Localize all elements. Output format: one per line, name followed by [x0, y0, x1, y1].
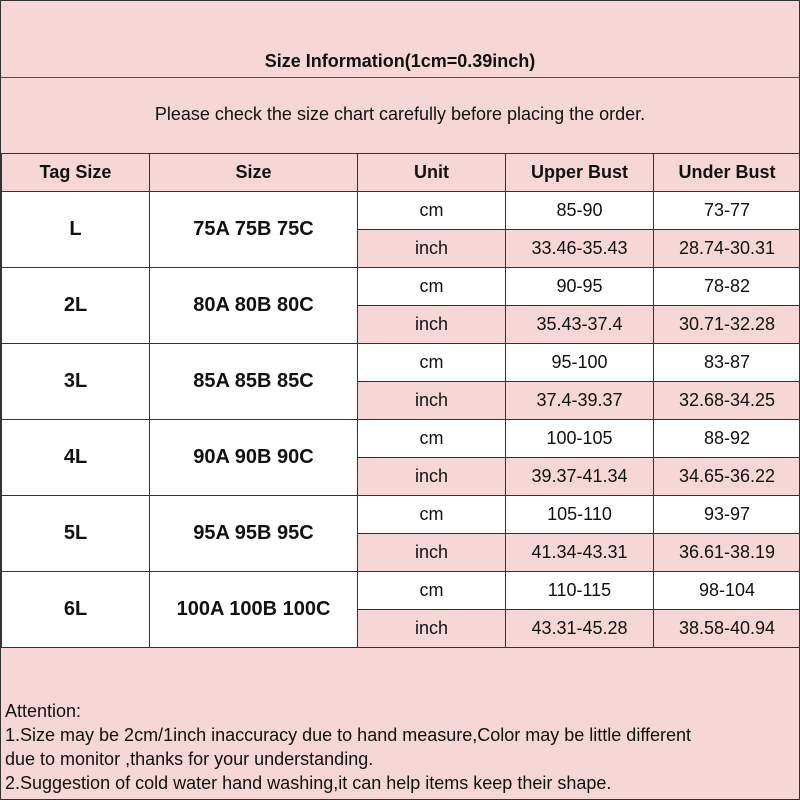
under-bust-cell: 73-77: [654, 192, 800, 230]
notice-text: Please check the size chart carefully before placing the order.: [154, 104, 646, 124]
under-bust-cell: 34.65-36.22: [654, 458, 800, 496]
table-row: [2, 192, 800, 230]
header-under-bust: Under Bust: [654, 154, 800, 192]
size-cell: 85A 85B 85C: [150, 344, 358, 420]
under-bust-cell: 28.74-30.31: [654, 230, 800, 268]
table-row: [2, 420, 800, 458]
upper-bust-cell: 110-115: [506, 572, 654, 610]
under-bust-cell: 78-82: [654, 268, 800, 306]
upper-bust-cell: 105-110: [506, 496, 654, 534]
table-row: [2, 496, 800, 534]
size-cell: 90A 90B 90C: [150, 420, 358, 496]
table-header-row: [2, 154, 800, 192]
unit-cell: inch: [358, 230, 506, 268]
upper-bust-cell: 90-95: [506, 268, 654, 306]
unit-cell: inch: [358, 610, 506, 648]
unit-cell: inch: [358, 458, 506, 496]
upper-bust-cell: 39.37-41.34: [506, 458, 654, 496]
size-cell: 80A 80B 80C: [150, 268, 358, 344]
unit-cell: cm: [358, 192, 506, 230]
tag-size-cell: L: [2, 192, 150, 268]
attention-line: 1.Size may be 2cm/1inch inaccuracy due to hand measure,Color may be little different: [5, 725, 692, 745]
under-bust-cell: 83-87: [654, 344, 800, 382]
under-bust-cell: 32.68-34.25: [654, 382, 800, 420]
header-unit: Unit: [358, 154, 506, 192]
attention-heading: Attention:: [5, 701, 82, 721]
under-bust-cell: 36.61-38.19: [654, 534, 800, 572]
upper-bust-cell: 37.4-39.37: [506, 382, 654, 420]
notice-band: [1, 78, 799, 153]
tag-size-cell: 2L: [2, 268, 150, 344]
upper-bust-cell: 33.46-35.43: [506, 230, 654, 268]
attention-line: due to monitor ,thanks for your understanding.: [5, 749, 374, 769]
table-row: [2, 344, 800, 382]
under-bust-cell: 88-92: [654, 420, 800, 458]
under-bust-cell: 98-104: [654, 572, 800, 610]
title-band: [1, 1, 799, 78]
table-row: [2, 572, 800, 610]
header-upper-bust: Upper Bust: [506, 154, 654, 192]
unit-cell: cm: [358, 572, 506, 610]
under-bust-cell: 93-97: [654, 496, 800, 534]
tag-size-cell: 6L: [2, 572, 150, 648]
unit-cell: inch: [358, 534, 506, 572]
size-cell: 95A 95B 95C: [150, 496, 358, 572]
unit-cell: cm: [358, 420, 506, 458]
upper-bust-cell: 43.31-45.28: [506, 610, 654, 648]
page-title: Size Information(1cm=0.39inch): [264, 51, 536, 71]
attention-line: 2.Suggestion of cold water hand washing,it can help items keep their shape.: [5, 773, 612, 793]
upper-bust-cell: 35.43-37.4: [506, 306, 654, 344]
unit-cell: cm: [358, 344, 506, 382]
unit-cell: cm: [358, 496, 506, 534]
tag-size-cell: 3L: [2, 344, 150, 420]
header-tag-size: Tag Size: [2, 154, 150, 192]
tag-size-cell: 4L: [2, 420, 150, 496]
attention-notes: [5, 699, 795, 795]
under-bust-cell: 30.71-32.28: [654, 306, 800, 344]
size-table: [1, 153, 800, 648]
tag-size-cell: 5L: [2, 496, 150, 572]
under-bust-cell: 38.58-40.94: [654, 610, 800, 648]
upper-bust-cell: 41.34-43.31: [506, 534, 654, 572]
unit-cell: cm: [358, 268, 506, 306]
unit-cell: inch: [358, 306, 506, 344]
upper-bust-cell: 95-100: [506, 344, 654, 382]
upper-bust-cell: 100-105: [506, 420, 654, 458]
size-cell: 100A 100B 100C: [150, 572, 358, 648]
upper-bust-cell: 85-90: [506, 192, 654, 230]
header-size: Size: [150, 154, 358, 192]
table-row: [2, 268, 800, 306]
unit-cell: inch: [358, 382, 506, 420]
size-cell: 75A 75B 75C: [150, 192, 358, 268]
